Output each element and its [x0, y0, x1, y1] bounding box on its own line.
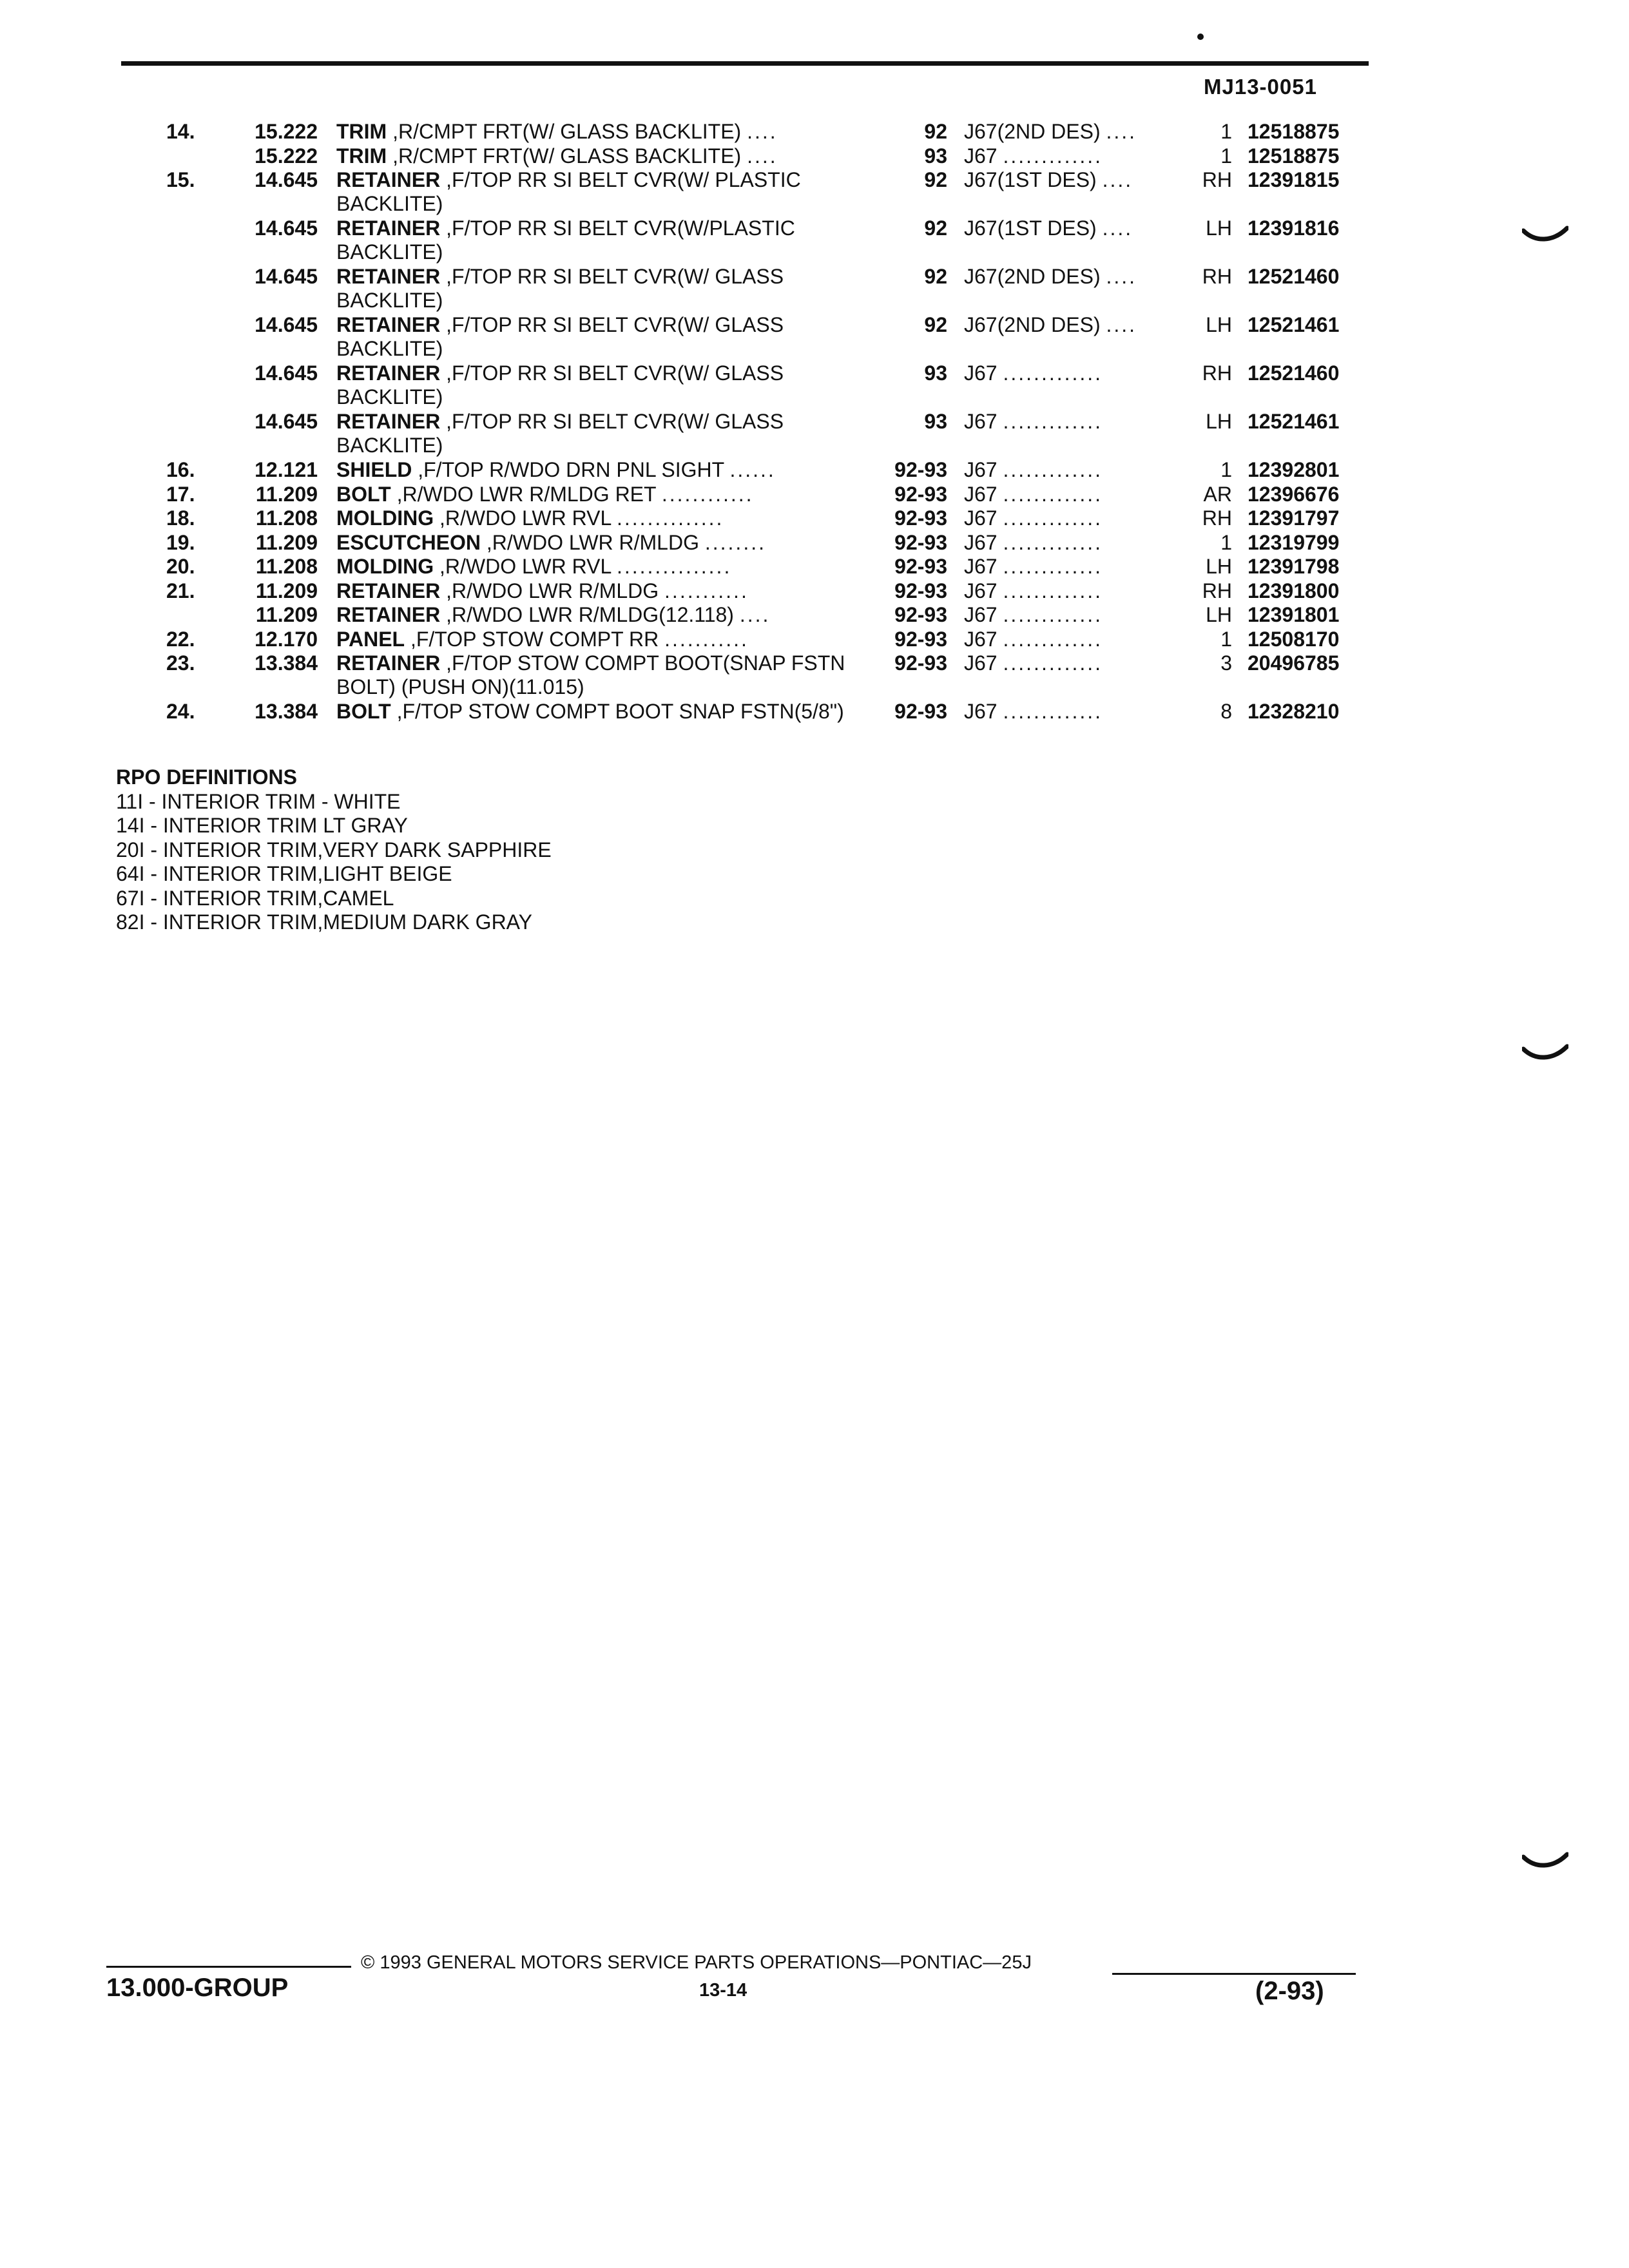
- item-number: 14.: [166, 120, 195, 143]
- part-name: RETAINER: [336, 361, 441, 385]
- binder-hole-mark-icon: [1522, 226, 1568, 245]
- part-number: 12521460: [1248, 265, 1340, 288]
- section-number: 15.222: [255, 144, 318, 168]
- part-description: [336, 144, 865, 168]
- rpo-value: J67: [964, 144, 998, 168]
- part-name: MOLDING: [336, 506, 434, 530]
- part-name: RETAINER: [336, 265, 441, 288]
- table-row: [0, 144, 1629, 169]
- part-detail: ,R/WDO LWR RVL: [434, 555, 612, 578]
- section-number: 14.645: [255, 168, 318, 191]
- rpo-code: [964, 700, 1103, 724]
- rpo-definition: 20I - INTERIOR TRIM,VERY DARK SAPPHIRE: [116, 838, 552, 861]
- model-year: 92-93: [894, 651, 947, 675]
- part-detail: ,R/CMPT FRT(W/ GLASS BACKLITE): [387, 120, 742, 143]
- item-number: 22.: [166, 627, 195, 651]
- part-description: [336, 651, 865, 699]
- part-description: [336, 265, 865, 312]
- rpo-value: J67: [964, 603, 998, 626]
- table-row: [0, 410, 1629, 458]
- part-detail: ,F/TOP RR SI BELT CVR(W/ GLASS BACKLITE): [336, 361, 784, 408]
- section-number: 14.645: [255, 313, 318, 336]
- part-number: 12391800: [1248, 579, 1340, 602]
- part-name: RETAINER: [336, 579, 441, 602]
- rpo-definitions-title: RPO DEFINITIONS: [116, 765, 297, 789]
- section-number: 14.645: [255, 216, 318, 240]
- rpo-definitions: [116, 765, 552, 935]
- leader-dots: ....: [747, 120, 778, 143]
- leader-dots: .............: [1003, 555, 1103, 578]
- part-number: 12391797: [1248, 506, 1340, 530]
- part-detail: ,F/TOP R/WDO DRN PNL SIGHT: [412, 458, 724, 481]
- rpo-value: J67: [964, 530, 998, 554]
- quantity: 1: [1220, 458, 1232, 481]
- quantity: RH: [1202, 579, 1232, 602]
- section-number: 11.209: [255, 603, 318, 626]
- table-row: [0, 313, 1629, 361]
- document-code: MJ13-0051: [1204, 75, 1317, 99]
- part-detail: ,F/TOP RR SI BELT CVR(W/ GLASS BACKLITE): [336, 313, 784, 360]
- part-description: [336, 579, 865, 603]
- item-number: 21.: [166, 579, 195, 602]
- quantity: RH: [1202, 506, 1232, 530]
- leader-dots: ...........: [664, 579, 749, 602]
- part-detail: ,R/WDO LWR RVL: [434, 506, 612, 530]
- footer-rule-left: [106, 1966, 351, 1968]
- section-number: 13.384: [255, 651, 318, 675]
- leader-dots: ....: [739, 603, 771, 626]
- part-description: [336, 483, 865, 506]
- quantity: 1: [1220, 144, 1232, 168]
- part-number: 12396676: [1248, 482, 1340, 506]
- part-description: [336, 168, 865, 216]
- table-row: [0, 361, 1629, 410]
- leader-dots: ............: [661, 482, 754, 506]
- rpo-code: [964, 579, 1103, 603]
- model-year: 92: [924, 168, 947, 191]
- model-year: 92-93: [894, 603, 947, 626]
- section-number: 15.222: [255, 120, 318, 143]
- part-name: TRIM: [336, 144, 387, 168]
- part-name: RETAINER: [336, 410, 441, 433]
- part-name: ESCUTCHEON: [336, 530, 481, 554]
- rpo-value: J67(2ND DES): [964, 313, 1101, 336]
- rpo-code: [964, 361, 1103, 385]
- leader-dots: .............: [1003, 579, 1103, 602]
- rpo-value: J67: [964, 627, 998, 651]
- part-number: 12319799: [1248, 530, 1340, 554]
- rpo-value: J67: [964, 361, 998, 385]
- item-number: 16.: [166, 458, 195, 481]
- leader-dots: .............: [1003, 627, 1103, 651]
- part-number: 12391798: [1248, 555, 1340, 578]
- section-number: 14.645: [255, 265, 318, 288]
- leader-dots: ...............: [616, 555, 732, 578]
- table-row: [0, 531, 1629, 555]
- section-number: 11.209: [255, 482, 318, 506]
- table-row: [0, 628, 1629, 652]
- part-description: [336, 700, 865, 724]
- rpo-code: [964, 458, 1103, 482]
- model-year: 93: [924, 361, 947, 385]
- section-number: 11.209: [255, 579, 318, 602]
- model-year: 92-93: [894, 530, 947, 554]
- parts-list: [0, 120, 1629, 748]
- leader-dots: ......: [729, 458, 776, 481]
- leader-dots: ....: [1102, 216, 1133, 240]
- rpo-definition: 82I - INTERIOR TRIM,MEDIUM DARK GRAY: [116, 910, 532, 934]
- rpo-definition: 64I - INTERIOR TRIM,LIGHT BEIGE: [116, 862, 452, 885]
- part-name: BOLT: [336, 700, 391, 723]
- leader-dots: ....: [1102, 168, 1133, 191]
- table-row: [0, 458, 1629, 483]
- quantity: 3: [1220, 651, 1232, 675]
- quantity: RH: [1202, 168, 1232, 191]
- part-name: RETAINER: [336, 651, 441, 675]
- table-row: [0, 216, 1629, 265]
- leader-dots: ....: [1106, 120, 1137, 143]
- leader-dots: ....: [1106, 265, 1137, 288]
- model-year: 93: [924, 410, 947, 433]
- part-detail: ,R/WDO LWR R/MLDG: [481, 530, 699, 554]
- quantity: LH: [1206, 603, 1232, 626]
- part-number: 12521461: [1248, 410, 1340, 433]
- model-year: 92-93: [894, 627, 947, 651]
- rpo-code: [964, 531, 1103, 555]
- part-description: [336, 361, 865, 409]
- rpo-code: [964, 555, 1103, 579]
- table-row: [0, 120, 1629, 144]
- section-number: 11.208: [255, 555, 318, 578]
- part-description: [336, 410, 865, 457]
- page-number: 13-14: [699, 1980, 747, 2001]
- part-number: 12391801: [1248, 603, 1340, 626]
- model-year: 92: [924, 265, 947, 288]
- leader-dots: .............: [1003, 361, 1103, 385]
- section-number: 14.645: [255, 410, 318, 433]
- model-year: 92-93: [894, 506, 947, 530]
- part-description: [336, 628, 865, 651]
- part-detail: ,F/TOP RR SI BELT CVR(W/ GLASS BACKLITE): [336, 265, 784, 312]
- rpo-code: [964, 410, 1103, 434]
- model-year: 92: [924, 216, 947, 240]
- part-description: [336, 458, 865, 482]
- rpo-code: [964, 651, 1103, 675]
- rpo-code: [964, 216, 1133, 240]
- leader-dots: .............: [1003, 410, 1103, 433]
- part-detail: ,R/CMPT FRT(W/ GLASS BACKLITE): [387, 144, 742, 168]
- item-number: 19.: [166, 530, 195, 554]
- part-detail: ,R/WDO LWR R/MLDG(12.118): [440, 603, 734, 626]
- rpo-code: [964, 603, 1103, 627]
- binder-hole-mark-icon: [1522, 1852, 1568, 1871]
- part-name: SHIELD: [336, 458, 412, 481]
- part-name: RETAINER: [336, 216, 441, 240]
- binder-hole-mark-icon: [1522, 1044, 1568, 1063]
- part-number: 12392801: [1248, 458, 1340, 481]
- quantity: 8: [1220, 700, 1232, 723]
- footer-copyright: © 1993 GENERAL MOTORS SERVICE PARTS OPERATIONS—PONTIAC—25J: [361, 1952, 1032, 1973]
- part-description: [336, 555, 865, 579]
- rpo-value: J67: [964, 579, 998, 602]
- table-row: [0, 265, 1629, 313]
- rpo-code: [964, 120, 1137, 144]
- section-number: 12.170: [255, 627, 318, 651]
- table-row: [0, 603, 1629, 628]
- part-number: 12521461: [1248, 313, 1340, 336]
- quantity: LH: [1206, 410, 1232, 433]
- rpo-code: [964, 265, 1137, 289]
- quantity: LH: [1206, 216, 1232, 240]
- rpo-value: J67(1ST DES): [964, 168, 1097, 191]
- rpo-value: J67: [964, 410, 998, 433]
- leader-dots: .............: [1003, 144, 1103, 168]
- quantity: 1: [1220, 627, 1232, 651]
- table-row: [0, 700, 1629, 748]
- model-year: 92-93: [894, 482, 947, 506]
- model-year: 93: [924, 144, 947, 168]
- rpo-code: [964, 506, 1103, 530]
- part-name: PANEL: [336, 627, 405, 651]
- section-number: 11.209: [255, 530, 318, 554]
- part-detail: ,R/WDO LWR R/MLDG: [440, 579, 659, 602]
- section-number: 12.121: [255, 458, 318, 481]
- leader-dots: ........: [704, 530, 766, 554]
- part-name: RETAINER: [336, 603, 441, 626]
- scan-dot: [1197, 34, 1204, 40]
- part-name: RETAINER: [336, 168, 441, 191]
- rpo-value: J67(2ND DES): [964, 265, 1101, 288]
- footer-rule-right: [1112, 1973, 1356, 1975]
- section-number: 13.384: [255, 700, 318, 723]
- quantity: RH: [1202, 361, 1232, 385]
- part-number: 12391816: [1248, 216, 1340, 240]
- rpo-code: [964, 628, 1103, 651]
- quantity: 1: [1220, 530, 1232, 554]
- table-row: [0, 506, 1629, 531]
- model-year: 92-93: [894, 458, 947, 481]
- rpo-code: [964, 168, 1133, 192]
- quantity: 1: [1220, 120, 1232, 143]
- part-number: 12518875: [1248, 120, 1340, 143]
- item-number: 24.: [166, 700, 195, 723]
- quantity: LH: [1206, 555, 1232, 578]
- section-number: 11.208: [255, 506, 318, 530]
- rpo-value: J67: [964, 700, 998, 723]
- table-row: [0, 579, 1629, 604]
- model-year: 92: [924, 313, 947, 336]
- leader-dots: .............: [1003, 506, 1103, 530]
- section-number: 14.645: [255, 361, 318, 385]
- part-name: BOLT: [336, 482, 391, 506]
- rpo-value: J67: [964, 482, 998, 506]
- part-detail: ,R/WDO LWR R/MLDG RET: [390, 482, 656, 506]
- item-number: 23.: [166, 651, 195, 675]
- part-description: [336, 506, 865, 530]
- part-name: TRIM: [336, 120, 387, 143]
- rpo-value: J67: [964, 651, 998, 675]
- leader-dots: .............: [1003, 603, 1103, 626]
- part-number: 12518875: [1248, 144, 1340, 168]
- leader-dots: .............: [1003, 458, 1103, 481]
- part-detail: ,F/TOP STOW COMPT RR: [405, 627, 659, 651]
- part-number: 12521460: [1248, 361, 1340, 385]
- part-name: RETAINER: [336, 313, 441, 336]
- item-number: 15.: [166, 168, 195, 191]
- rpo-value: J67: [964, 458, 998, 481]
- part-description: [336, 603, 865, 627]
- table-row: [0, 483, 1629, 507]
- leader-dots: .............: [1003, 700, 1103, 723]
- model-year: 92-93: [894, 579, 947, 602]
- table-row: [0, 168, 1629, 216]
- rpo-definition: 67I - INTERIOR TRIM,CAMEL: [116, 886, 394, 910]
- part-description: [336, 313, 865, 361]
- rpo-code: [964, 483, 1103, 506]
- part-description: [336, 531, 865, 555]
- item-number: 20.: [166, 555, 195, 578]
- part-description: [336, 120, 865, 144]
- part-detail: ,F/TOP RR SI BELT CVR(W/PLASTIC BACKLITE): [336, 216, 795, 264]
- leader-dots: ....: [747, 144, 778, 168]
- part-number: 12328210: [1248, 700, 1340, 723]
- quantity: LH: [1206, 313, 1232, 336]
- footer-date: (2-93): [1255, 1977, 1324, 2005]
- leader-dots: ...........: [664, 627, 749, 651]
- part-detail: ,F/TOP RR SI BELT CVR(W/ GLASS BACKLITE): [336, 410, 784, 457]
- leader-dots: .............: [1003, 651, 1103, 675]
- quantity: RH: [1202, 265, 1232, 288]
- item-number: 17.: [166, 482, 195, 506]
- rpo-value: J67: [964, 506, 998, 530]
- rpo-value: J67: [964, 555, 998, 578]
- part-number: 12391815: [1248, 168, 1340, 191]
- table-row: [0, 555, 1629, 579]
- part-detail: ,F/TOP STOW COMPT BOOT SNAP FSTN(5/8"): [390, 700, 844, 723]
- leader-dots: ..............: [616, 506, 724, 530]
- part-detail: ,F/TOP STOW COMPT BOOT(SNAP FSTN BOLT) (PUSH ON)(11.015): [336, 651, 845, 698]
- rpo-value: J67(1ST DES): [964, 216, 1097, 240]
- part-description: [336, 216, 865, 264]
- model-year: 92: [924, 120, 947, 143]
- part-number: 20496785: [1248, 651, 1340, 675]
- header-rule: [121, 61, 1369, 66]
- part-detail: ,F/TOP RR SI BELT CVR(W/ PLASTIC BACKLITE): [336, 168, 801, 215]
- leader-dots: .............: [1003, 482, 1103, 506]
- table-row: [0, 651, 1629, 700]
- rpo-code: [964, 313, 1137, 337]
- leader-dots: ....: [1106, 313, 1137, 336]
- quantity: AR: [1203, 482, 1232, 506]
- item-number: 18.: [166, 506, 195, 530]
- footer-group: 13.000-GROUP: [106, 1974, 289, 2002]
- part-number: 12508170: [1248, 627, 1340, 651]
- model-year: 92-93: [894, 555, 947, 578]
- model-year: 92-93: [894, 700, 947, 723]
- rpo-value: J67(2ND DES): [964, 120, 1101, 143]
- rpo-definition: 14I - INTERIOR TRIM LT GRAY: [116, 814, 408, 837]
- rpo-definition: 11I - INTERIOR TRIM - WHITE: [116, 789, 401, 813]
- rpo-code: [964, 144, 1103, 168]
- part-name: MOLDING: [336, 555, 434, 578]
- leader-dots: .............: [1003, 530, 1103, 554]
